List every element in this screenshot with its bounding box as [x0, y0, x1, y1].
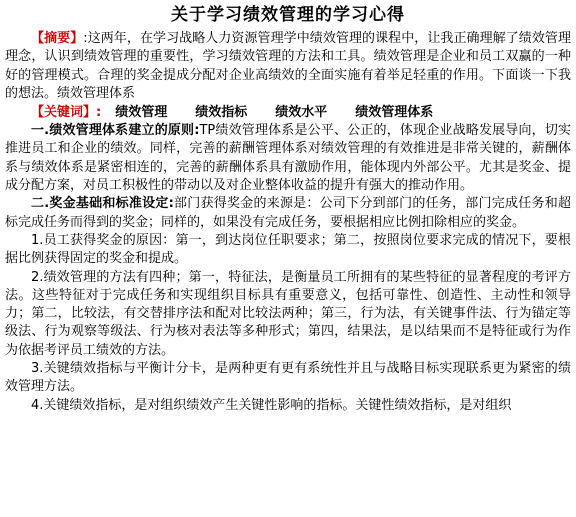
list-item: 1.员工获得奖金的原因：第一，到达岗位任职要求；第二，按照岗位要求完成的情况下，要根据比例获得固定的奖金和提成。 — [5, 232, 571, 267]
list-item: 3.关键绩效指标与平衡计分卡，是两种更有更有系统性并且与战略目标实现联系更为紧密的绩效管理方法。 — [5, 361, 571, 395]
document-title: 关于学习绩效管理的学习心得 — [171, 5, 405, 25]
section-text: TP绩效管理体系是公平、公正的，体现企业战略发展导向，切实推进员工和企业的绩效。同样，完善的薪酬管理体系对绩效管理的有效推进是非常关键的，薪酬体系与绩效体系是紧密相连的，完善的薪酬体系具有激励作用，能体现内外部公平。尤其是奖金、提成分配方案，对员工积极性的带动以及对企业整体收益的提升有强大的推动作用。 — [5, 123, 572, 194]
abstract-label: 【摘要】 — [31, 31, 84, 46]
section-paragraph — [5, 195, 571, 232]
keywords-label: 【关键词】: — [31, 105, 102, 121]
list-item: 2.绩效管理的方法有四种；第一，特征法，是衡量员工所拥有的某些特征的显著程度的考评方法。这些特征对于完成任务和实现组织目标具有重要意义，包括可靠性、创造性、主动性和领导力；第二，比较法，有交替排序法和配对比较法两种；第三，行为法，有关键事件法、行为锚定等级法、行为观察等级法、行为核对表法等多种形式；第四，结果法，是以结果而不是特征或行为作为依据考评员工绩效的方法。 — [5, 269, 571, 358]
keyword-item: 绩效管理 — [115, 105, 168, 121]
section-text: 部门获得奖金的来源是：公司下分到部门的任务，部门完成任务和超标完成任务而得到的奖金；同样的，如果没有完成任务，要根据相应比例扣除相应的奖金。 — [5, 196, 571, 230]
section-paragraph — [5, 122, 571, 195]
keywords-row — [5, 103, 571, 122]
abstract-text: :这两年，在学习战略人力资源管理学中绩效管理的课程中，让我正确理解了绩效管理理念，认识到绩效管理的重要性，学习绩效管理的方法和工具。绩效管理是企业和员工双赢的一种好的管理模式。合理的奖金提成分配对企业高绩效的全面实施有着举足轻重的作用。下面谈一下我的想法。绩效管理体系 — [5, 31, 571, 101]
abstract-paragraph — [5, 30, 571, 103]
keyword-item: 绩效管理体系 — [355, 105, 434, 121]
section-heading: 一.绩效管理体系建立的原则: — [31, 123, 200, 139]
keyword-item: 绩效水平 — [275, 105, 328, 121]
list-item: 4.关键绩效指标，是对组织绩效产生关键性影响的指标。关键性绩效指标，是对组织 — [31, 397, 512, 413]
section-heading: 二.奖金基础和标准设定: — [31, 196, 174, 212]
keyword-item: 绩效指标 — [195, 105, 248, 121]
